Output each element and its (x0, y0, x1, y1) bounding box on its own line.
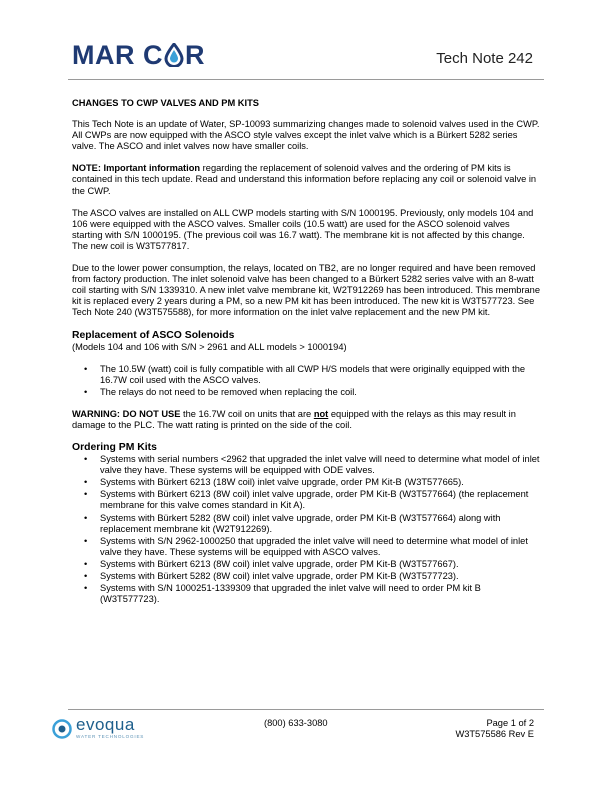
tech-note-number: Tech Note 242 (436, 50, 533, 67)
paragraph-relays: Due to the lower power consumption, the relays, located on TB2, are no longer required and have been removed from factory production. The inlet solenoid valve has been changed to a Bürkert 5282 series valve with an 8-watt coil starting with S/N 1339310. A new inlet valve membrane kit, W2T912269 has been introduced. This membrane kit is replaced every 2 years during a PM, so a new PM kit has been introduced. The new kit is W3T577723. See Tech Note 240 (W3T575588), for more information on the inlet valve replacement and the new PM kit. (72, 263, 541, 318)
evoqua-brand: evoqua (76, 715, 135, 734)
logo-text-left: MAR C (72, 39, 163, 70)
phone-number: (800) 633-3080 (264, 718, 328, 728)
warning-text-rest: equipped with the relays as this may result in damage to the PLC. The watt rating is printed on the side of the coil. (72, 408, 516, 430)
document-body (72, 98, 542, 616)
list-item: • Systems with Bürkert 5282 (8W coil) inlet valve upgrade, order PM Kit-B (W3T577664) along with replacement membrane kit (W2T912269). (100, 513, 542, 535)
note-text: regarding the replacement of solenoid valves and the ordering of PM kits is contained in this tech update. Read and understand this information before replacing any coil or solenoid valve in the CWP. (72, 163, 537, 196)
replacement-heading: Replacement of ASCO Solenoids (72, 329, 235, 341)
warning-text-mid: the 16.7W coil on units that are (180, 408, 314, 419)
ordering-list (72, 454, 542, 605)
page-info (455, 718, 534, 740)
list-item: • Systems with serial numbers <2962 that upgraded the inlet valve will need to determine what model of inlet valve they have. These systems will be equipped with ODE valves. (100, 454, 542, 476)
replacement-subheading: (Models 104 and 106 with S/N > 2961 and ALL models > 1000194) (72, 341, 347, 352)
list-item: • Systems with S/N 2962-1000250 that upgraded the inlet valve will need to determine what model of inlet valve they have. These systems will be equipped with ASCO valves. (100, 536, 542, 558)
warning-label: WARNING: DO NOT USE (72, 408, 181, 419)
document-title: CHANGES TO CWP VALVES AND PM KITS (72, 98, 259, 108)
document-id: W3T575586 Rev E (455, 729, 534, 740)
evoqua-logo (52, 716, 144, 739)
ordering-heading: Ordering PM Kits (72, 442, 157, 454)
header-divider (68, 79, 544, 80)
paragraph-warning (72, 409, 542, 431)
list-item: • Systems with Bürkert 6213 (18W coil) inlet valve upgrade, order PM Kit-B (W3T577665). (100, 477, 542, 488)
list-item: • The 10.5W (watt) coil is fully compatible with all CWP H/S models that were originally equipped with the 16.7W coil used with the ASCO valves. (100, 364, 542, 386)
list-item: • Systems with Bürkert 6213 (8W coil) inlet valve upgrade, order PM Kit-B (W3T577664) (the replacement membrane for this valve comes standard in Kit A). (100, 489, 542, 511)
list-item: • Systems with Bürkert 6213 (8W coil) inlet valve upgrade, order PM Kit-B (W3T577667). (100, 559, 542, 570)
note-label: NOTE: Important information (72, 163, 201, 174)
evoqua-tagline: WATER TECHNOLOGIES (76, 734, 145, 739)
list-item: • The relays do not need to be removed when replacing the coil. (100, 387, 542, 398)
marcor-logo (72, 40, 205, 70)
warning-emphasis: not (313, 408, 329, 419)
list-item: • Systems with S/N 1000251-1339309 that upgraded the inlet valve will need to order PM kit B (W3T577723). (100, 583, 542, 605)
logo-text-right: R (185, 39, 205, 70)
evoqua-drop-icon (52, 717, 72, 739)
replacement-list (72, 364, 542, 398)
list-item: • Systems with Bürkert 5282 (8W coil) inlet valve upgrade, order PM Kit-B (W3T577723). (100, 571, 542, 582)
paragraph-asco: The ASCO valves are installed on ALL CWP models starting with S/N 1000195. Previously, only models 104 and 106 were equipped with the ASCO valves. Smaller coils (10.5 watt) are used for the ASCO solenoid valves starting with S/N 1000195. (The previous coil was 16.7 watt). The membrane kit is not affected by this change. The new coil is W3T577817. (72, 207, 534, 251)
water-drop-icon (164, 43, 184, 67)
footer-divider (68, 709, 544, 710)
paragraph-note (72, 163, 542, 196)
page-number: Page 1 of 2 (486, 718, 534, 728)
paragraph-intro: This Tech Note is an update of Water, SP-10093 summarizing changes made to solenoid valves used in the CWP. All CWPs are now equipped with the ASCO style valves except the inlet valve which is a Bürkert 5282 series valve. The ASCO and inlet valves now have smaller coils. (72, 119, 540, 152)
